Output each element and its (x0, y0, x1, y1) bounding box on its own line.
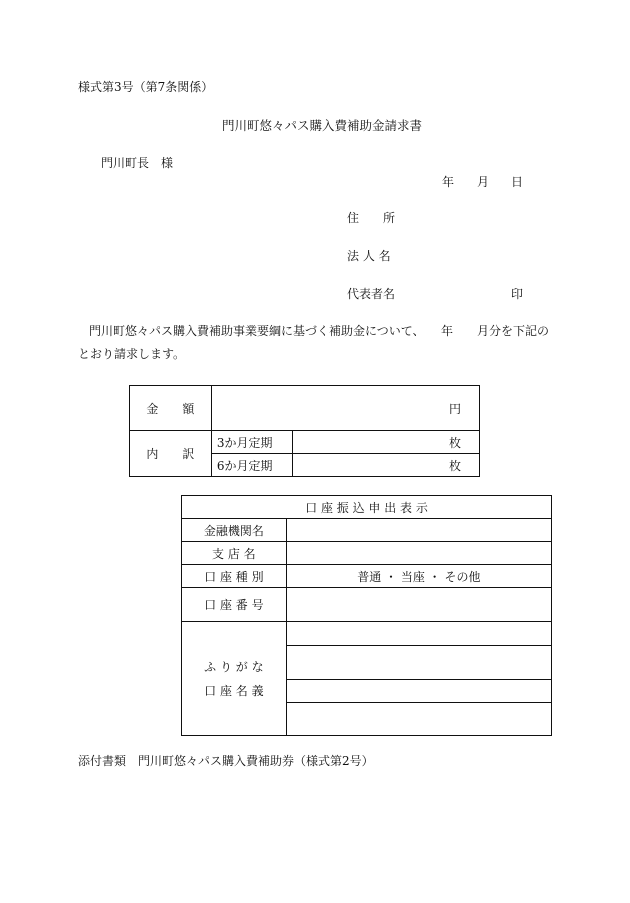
breakdown-3month-label: 3か月定期 (211, 431, 292, 454)
account-type-label: 口 座 種 別 (182, 565, 287, 588)
amount-unit: 円 (448, 401, 461, 416)
bank-table-header: 口 座 振 込 申 出 表 示 (182, 496, 552, 519)
account-holder-field-1[interactable] (287, 646, 551, 680)
breakdown-6month-label: 6か月定期 (211, 454, 292, 477)
form-number: 様式第3号（第7条関係） (78, 80, 214, 94)
account-holder-label-cell (182, 622, 287, 736)
page-title: 門川町悠々パス購入費補助金請求書 (222, 118, 423, 133)
body-text-line1: 門川町悠々パス購入費補助事業要綱に基づく補助金について、 (89, 324, 425, 338)
corporation-name-label: 法 人 名 (347, 249, 391, 263)
body-text-line1-end: 月分を下記の (477, 324, 550, 338)
breakdown-3month-unit: 枚 (448, 435, 461, 450)
breakdown-label: 内 訳 (130, 431, 212, 477)
representative-label: 代表者名 (347, 287, 396, 301)
address-label: 住 所 (347, 211, 396, 225)
furigana-field-1[interactable] (287, 622, 551, 646)
branch-name-label: 支 店 名 (182, 542, 287, 565)
account-type-options[interactable]: 普通 ・ 当座 ・ その他 (286, 565, 551, 588)
bank-transfer-table (181, 495, 552, 736)
seal-mark: 印 (511, 287, 524, 301)
addressee: 門川町長 様 (101, 156, 174, 170)
branch-name-field[interactable] (286, 542, 551, 565)
account-number-field[interactable] (286, 588, 551, 622)
body-text-line2: とおり請求します。 (78, 347, 186, 361)
amount-label: 金 額 (130, 386, 212, 431)
breakdown-3month-field[interactable] (292, 431, 479, 454)
date-day: 日 (511, 175, 524, 189)
account-number-label: 口 座 番 号 (182, 588, 287, 622)
bank-name-label: 金融機関名 (182, 519, 287, 542)
account-holder-fields (286, 622, 551, 736)
attachment-note: 添付書類 門川町悠々パス購入費補助券（様式第2号） (78, 754, 374, 768)
furigana-field-2[interactable] (287, 680, 551, 703)
bank-name-field[interactable] (286, 519, 551, 542)
date-month: 月 (477, 175, 490, 189)
account-holder-field-2[interactable] (287, 703, 551, 735)
account-holder-label: 口 座 名 義 (204, 683, 264, 698)
breakdown-6month-unit: 枚 (448, 458, 461, 473)
date-year: 年 (442, 175, 455, 189)
amount-field[interactable] (211, 386, 479, 431)
furigana-label: ふ り が な (204, 659, 264, 674)
body-text-year: 年 (441, 324, 454, 338)
amount-table (129, 385, 480, 477)
breakdown-6month-field[interactable] (292, 454, 479, 477)
